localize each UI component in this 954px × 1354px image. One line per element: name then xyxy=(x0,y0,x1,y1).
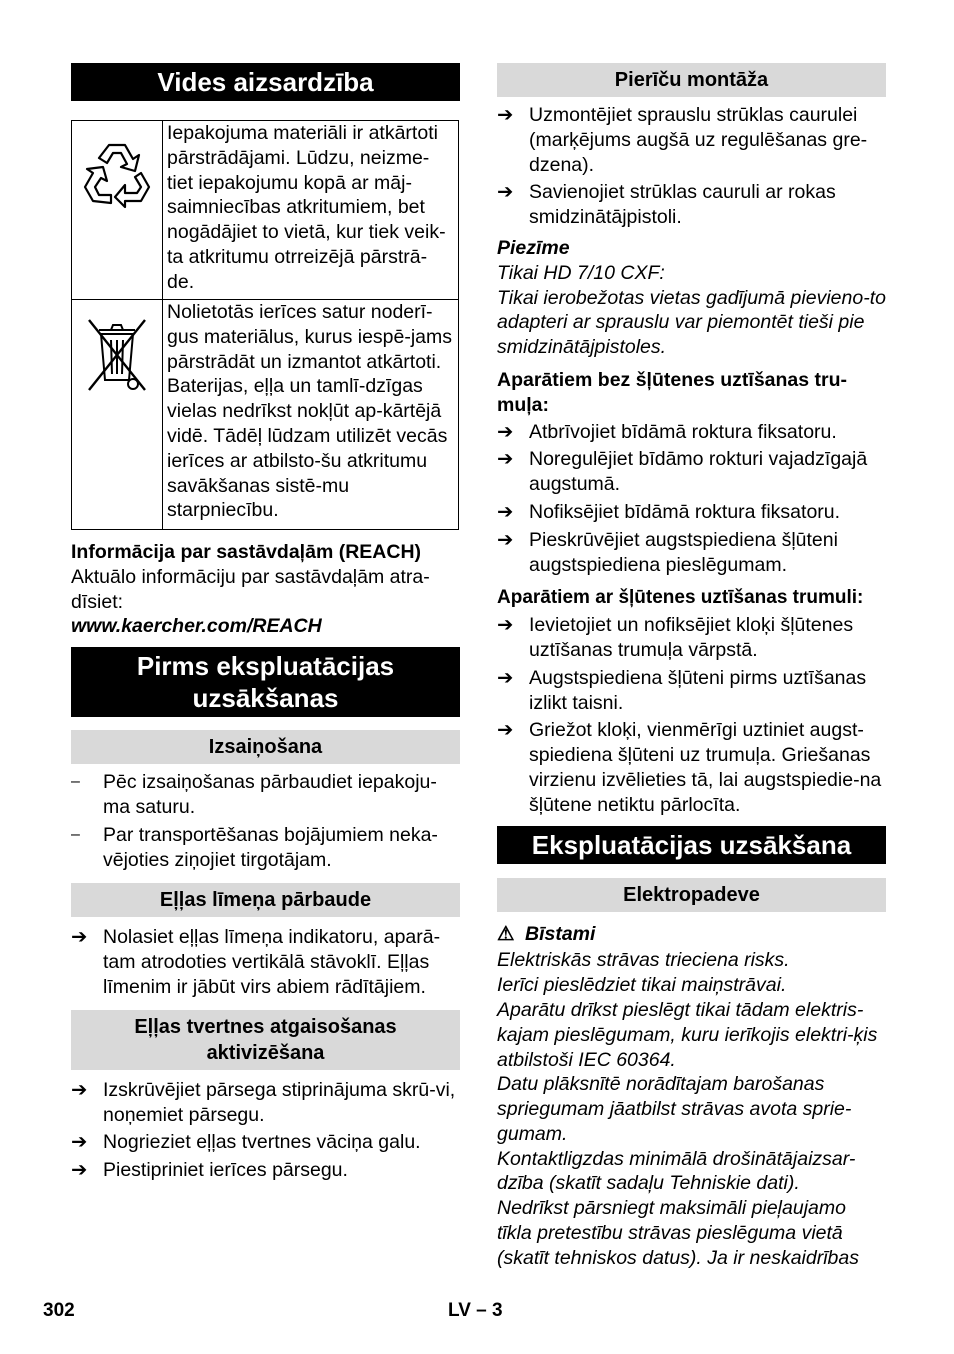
recycle-icon xyxy=(79,137,155,213)
env-row-bin xyxy=(72,300,459,530)
crossed-bin-icon xyxy=(85,316,149,394)
list-item: ➔ Izskrūvējiet pārsega stiprinājuma skrū-vi, noņemiet pārsegu. xyxy=(71,1078,456,1126)
env-row-bin-text: Nolietotās ierīces satur noderī-gus materiālus, kurus iespē-jams pārstrādāt un izmantot atkārtoti. Baterijas, eļļa un tamlī-dzīgas vielas nedrīkst nokļūt ap-kārtējā vidē. Tādēļ lūdzam utilizēt vecās ierīces ar atbilsto-šu atkritumu savākšanas sistē-mu starpniecību. xyxy=(163,300,459,530)
reach-link[interactable]: www.kaercher.com/REACH xyxy=(71,615,322,638)
env-heading: Vides aizsardzība xyxy=(71,63,460,101)
arrow-icon: ➔ xyxy=(71,1078,88,1101)
oil-heading: Eļļas līmeņa pārbaude xyxy=(71,883,460,917)
drum-list xyxy=(497,613,886,817)
power-heading: Elektropadeve xyxy=(497,878,886,912)
list-item: – Pēc izsaiņošanas pārbaudiet iepakoju-ma saturu. xyxy=(71,771,437,818)
reach-text: Aktuālo informāciju par sastāvdaļām atra-dīsiet: xyxy=(71,565,430,613)
env-row-recycle xyxy=(72,121,459,300)
nodrum-list xyxy=(497,420,886,578)
env-table xyxy=(71,120,459,530)
dash-marker: – xyxy=(71,825,80,843)
left-column xyxy=(71,63,460,1183)
oil-list xyxy=(71,925,460,999)
right-column xyxy=(497,63,886,1271)
arrow-icon: ➔ xyxy=(71,1131,88,1154)
arrow-icon: ➔ xyxy=(71,926,88,949)
list-item: ➔ Nogrieziet eļļas tvertnes vāciņa galu. xyxy=(71,1131,421,1154)
arrow-icon: ➔ xyxy=(497,528,514,551)
list-item: ➔ Atbrīvojiet bīdāmā roktura fiksatoru. xyxy=(497,420,837,443)
list-item: ➔ Piestipriniet ierīces pārsegu. xyxy=(71,1159,348,1182)
list-item: ➔ Uzmontējiet sprauslu strūklas caurulei (marķējums augšā uz regulēšanas gre-dzena). xyxy=(497,104,868,176)
arrow-icon: ➔ xyxy=(497,181,514,204)
arrow-icon: ➔ xyxy=(497,420,514,443)
danger-label-row xyxy=(497,922,886,947)
list-item: ➔ Savienojiet strūklas cauruli ar rokas smidzinātājpistoli. xyxy=(497,181,836,229)
acc-heading: Pierīču montāža xyxy=(497,63,886,97)
list-item: ➔ Griežot kloķi, vienmērīgi uztiniet augst-spiediena šļūteni uz trumuļa. Griešanas virzienu izvēlieties tā, lai augstspiedie-na šļūtene netiktu pārlocīta. xyxy=(497,719,882,816)
unpack-heading: Izsaiņošana xyxy=(71,730,460,764)
list-item: ➔ Ievietojiet un nofiksējiet kloķi šļūtenes uztīšanas trumuļa vārpstā. xyxy=(497,614,854,661)
vent-heading: Eļļas tvertnes atgaisošanas aktivizēšana xyxy=(71,1010,460,1070)
acc-list xyxy=(497,103,886,230)
list-item: ➔ Augstspiediena šļūteni pirms uztīšanas izlikt taisni. xyxy=(497,666,867,714)
warning-icon: ⚠ xyxy=(497,922,515,945)
arrow-icon: ➔ xyxy=(71,1159,88,1182)
unpack-list xyxy=(71,770,460,872)
start-heading: Pirms ekspluatācijas uzsākšanas xyxy=(71,647,460,717)
list-item: ➔ Pieskrūvējiet augstspiediena šļūteni augstspiediena pieslēgumam. xyxy=(497,528,838,576)
arrow-icon: ➔ xyxy=(497,448,514,471)
note-text: Tikai HD 7/10 CXF: Tikai ierobežotas vietas gadījumā pievieno-to adapteri ar sprauslu var piemontēt tieši pie smidzinātājpistoles. xyxy=(497,261,886,359)
lang-page: LV – 3 xyxy=(448,1300,503,1321)
drum-title: Aparātiem ar šļūtenes uztīšanas trumuli: xyxy=(497,587,864,609)
arrow-icon: ➔ xyxy=(497,614,514,637)
nodrum-title: Aparātiem bez šļūtenes uztīšanas tru-muļa: xyxy=(497,368,848,416)
note-label: Piezīme xyxy=(497,236,570,259)
danger-text: Elektriskās strāvas trieciena risks. Ierīci pieslēdziet tikai maiņstrāvai. Aparātu drīkst pieslēgt tikai tādam elektris-kajam pieslēgumam, kuru ierīkojis elektri-ķis atbilstoši IEC 60364. Datu plāksnītē norādītajam barošanas spriegumam jāatbilst strāvas avota sprie-gumam. Kontaktligzdas minimālā drošinātājaizsar-dzība (skatīt sadaļu Tehniskie dati). Nedrīkst pārsniegt maksimāli pieļaujamo tīkla pretestību strāvas pieslēguma vietā (skatīt tehniskos datus). Ja ir neskaidrības xyxy=(497,949,878,1269)
reach-title: Informācija par sastāvdaļām (REACH) xyxy=(71,541,422,563)
arrow-icon: ➔ xyxy=(497,104,514,126)
list-item: – Par transportēšanas bojājumiem neka-vējoties ziņojiet tirgotājam. xyxy=(71,823,438,871)
danger-label: Bīstami xyxy=(525,922,596,945)
list-item: ➔ Nofiksējiet bīdāmā roktura fiksatoru. xyxy=(497,500,841,523)
page-number: 302 xyxy=(43,1300,75,1321)
list-item: ➔ Noregulējiet bīdāmo rokturi vajadzīgajā augstumā. xyxy=(497,448,868,496)
arrow-icon: ➔ xyxy=(497,719,514,742)
vent-list xyxy=(71,1078,460,1183)
list-item: ➔ Nolasiet eļļas līmeņa indikatoru, aparā-tam atrodoties vertikālā stāvoklī. Eļļas līmenim ir jābūt virs abiem rādītājiem. xyxy=(71,926,441,998)
arrow-icon: ➔ xyxy=(497,500,514,523)
env-row-recycle-text: Iepakojuma materiāli ir atkārtoti pārstrādājami. Lūdzu, neizme-tiet iepakojumu kopā ar māj-saimniecības atkritumiem, bet nogādājiet to vietā, kur tiek veik-ta atkritumu otrreizējā pārstrā-de. xyxy=(163,121,459,300)
dash-marker: – xyxy=(71,773,80,791)
op-heading: Ekspluatācijas uzsākšana xyxy=(497,826,886,864)
arrow-icon: ➔ xyxy=(497,666,514,689)
